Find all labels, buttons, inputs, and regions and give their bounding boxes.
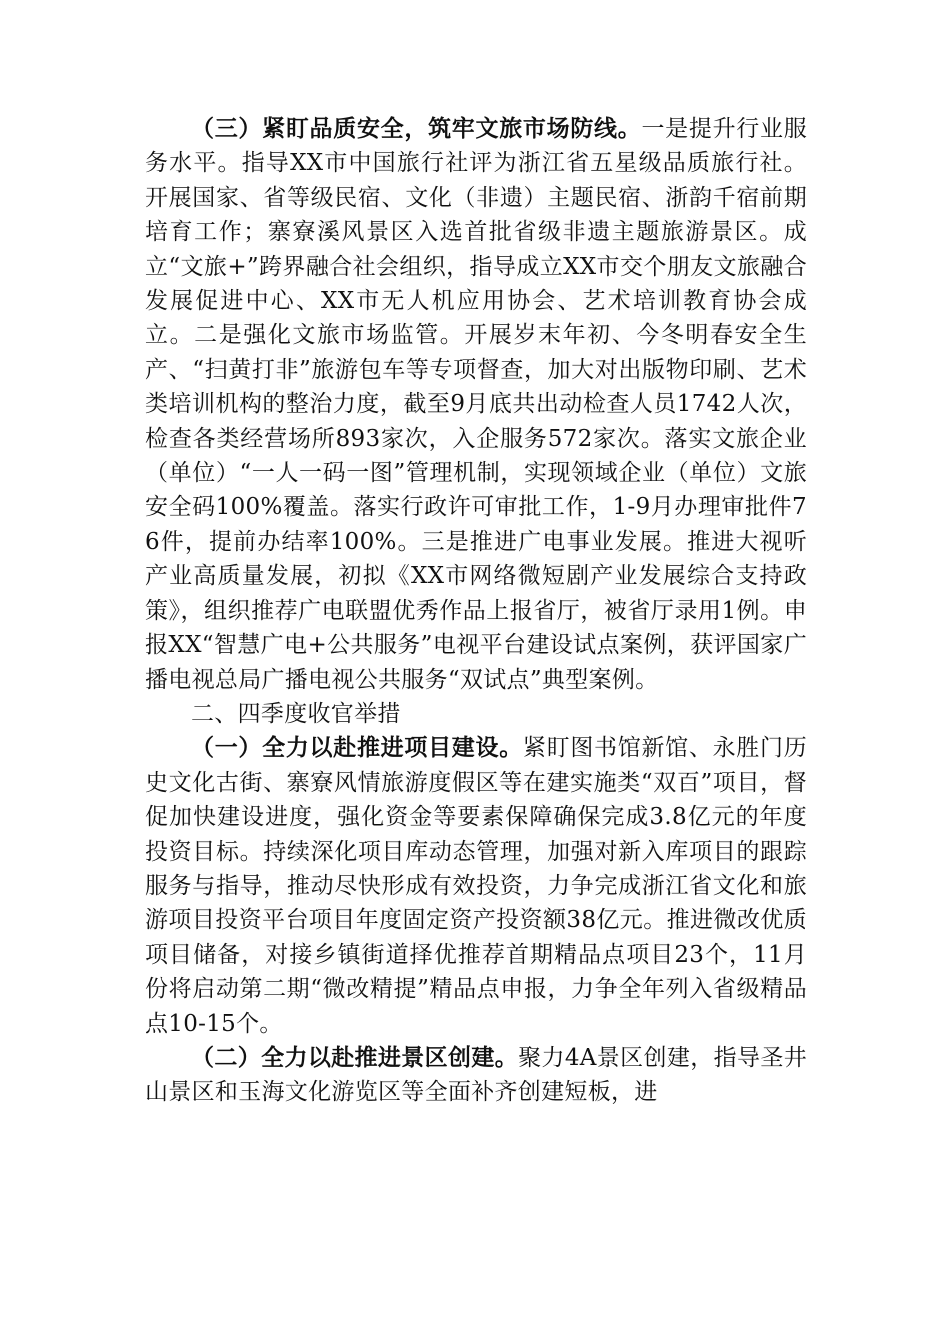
item-2-paragraph [145,1041,807,1110]
document-page [145,112,807,1110]
item-2-title: （二）全力以赴推进景区创建。 [191,1043,519,1071]
section-3-body: 一是提升行业服务水平。指导XX市中国旅行社评为浙江省五星级品质旅行社。开展国家、省等级民宿、文化（非遗）主题民宿、浙韵千宿前期培育工作；寨寮溪风景区入选首批省级非遗主题旅游景区。成立“文旅+”跨界融合社会组织，指导成立XX市交个朋友文旅融合发展促进中心、XX市无人机应用协会、艺术培训教育协会成立。二是强化文旅市场监管。开展岁末年初、今冬明春安全生产、“扫黄打非”旅游包车等专项督查，加大对出版物印刷、艺术类培训机构的整治力度，截至9月底共出动检查人员1742人次，检查各类经营场所893家次，入企服务572家次。落实文旅企业（单位）“一人一码一图”管理机制，实现领域企业（单位）文旅安全码100%覆盖。落实行政许可审批工作，1-9月办理审批件76件，提前办结率100%。三是推进广电事业发展。推进大视听产业高质量发展，初拟《XX市网络微短剧产业发展综合支持政策》，组织推荐广电联盟优秀作品上报省厅，被省厅录用1例。申报XX“智慧广电+公共服务”电视平台建设试点案例，获评国家广播电视总局广播电视公共服务“双试点”典型案例。 [145,116,807,693]
section-3-title: （三）紧盯品质安全，筑牢文旅市场防线。 [191,115,642,142]
item-1-title: （一）全力以赴推进项目建设。 [191,734,523,762]
item-1-paragraph [145,731,807,1041]
section-3-paragraph [145,112,807,697]
item-2-body: 聚力4A景区创建，指导圣井山景区和玉海文化游览区等全面补齐创建短板，进 [145,1044,807,1106]
section-heading-2: 二、四季度收官举措 [191,700,401,727]
item-1-body: 紧盯图书馆新馆、永胜门历史文化古街、寨寮风情旅游度假区等在建实施类“双百”项目，督促加快建设进度，强化资金等要素保障确保完成3.8亿元的年度投资目标。持续深化项目库动态管理，加强对新入库项目的跟踪服务与指导，推动尽快形成有效投资，力争完成浙江省文化和旅游项目投资平台项目年度固定资产投资额38亿元。推进微改优质项目储备，对接乡镇街道择优推荐首期精品点项目23个，11月份将启动第二期“微改精提”精品点申报，力争全年列入省级精品点10-15个。 [145,735,807,1037]
